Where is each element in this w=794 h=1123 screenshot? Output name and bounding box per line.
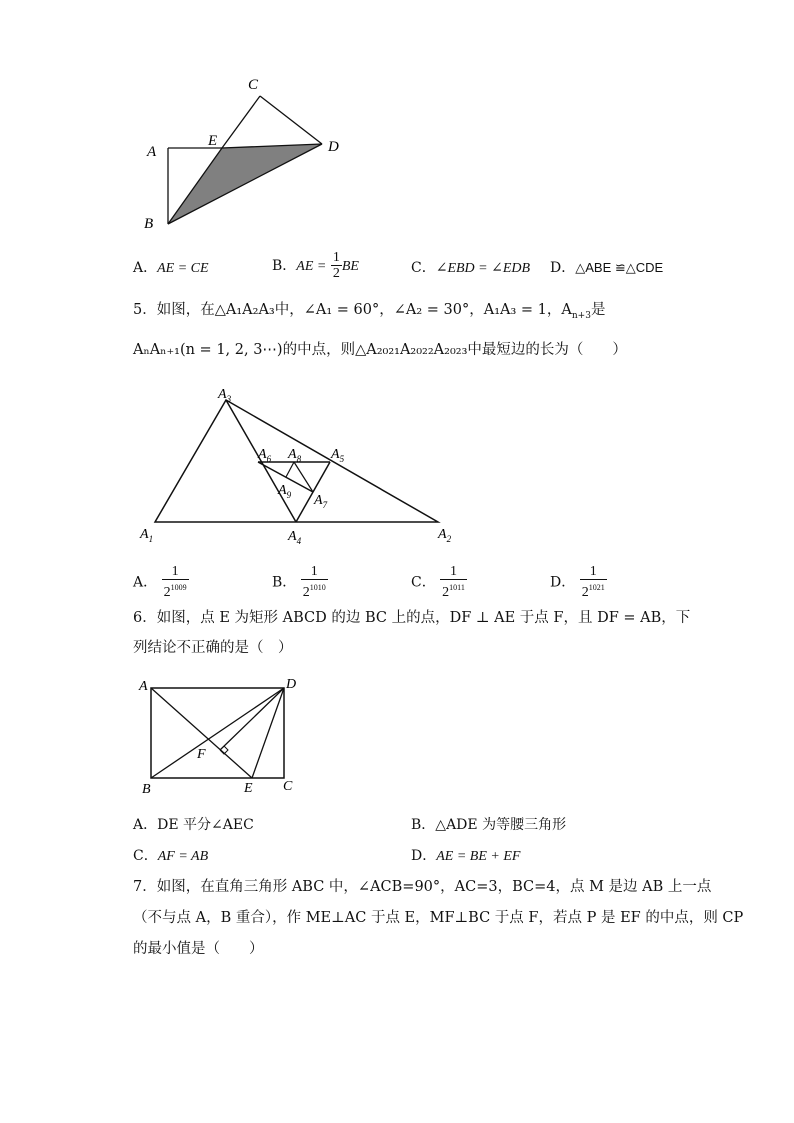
label-a: A [139,679,148,694]
label-f: F [197,747,206,762]
option-expr-left: AE = [296,259,327,274]
fraction: $\frac{1}{2^{1010}}$ [302,564,326,600]
figure-q5 [0,370,480,550]
label-a4: $A_4$ [288,529,302,546]
q6-option-c[interactable]: C．AF = AB [133,848,209,864]
segment-b-d [151,688,284,778]
q7-stem-line2: （不与点 A，B 重合），作 ME⊥AC 于点 E，MF⊥BC 于点 F，若点 P 是 EF 的中点，则 CP [133,910,744,926]
q4-option-d[interactable] [550,258,663,278]
label-b: B [142,782,151,797]
q6-option-d[interactable]: D．AE = BE + EF [411,848,521,864]
segment-e-c [222,96,260,148]
segment-d-f [220,688,284,750]
shaded-triangle-bed [168,144,322,224]
option-expr: △ABE ≌△CDE [575,260,664,275]
label-c: C [248,77,259,93]
fraction: $\frac{1}{2^{1021}}$ [581,564,605,600]
q6-option-b[interactable]: B．△ADE 为等腰三角形 [411,817,567,833]
q6-option-a[interactable]: A．DE 平分∠AEC [133,817,254,833]
q5-stem-line2: AₙAₙ₊₁(n = 1, 2, 3⋯)的中点，则△A₂₀₂₁A₂₀₂₂A₂₀₂₃中最短边的长为（ ） [133,342,627,358]
q7-stem-line1: 7．如图，在直角三角形 ABC 中，∠ACB=90°，AC=3，BC=4，点 M 是边 AB 上一点 [133,879,712,895]
label-d: D [286,677,297,692]
figure-q6 [0,670,320,800]
option-prefix: C． [411,260,436,276]
option-expr: ∠EBD = ∠EDB [435,261,531,276]
q5-stem-line1: 5．如图，在△A₁A₂A₃中，∠A₁ = 60°，∠A₂ = 30°，A₁A₃ = 1，$A_{n+3}$是 [133,302,606,321]
segment-d-e [252,688,284,778]
label-e: E [244,781,253,796]
figure-q4 [0,0,400,240]
fraction: $\frac{1}{2^{1011}}$ [442,564,465,600]
label-a6: $A_6$ [258,447,272,464]
q5-option-b[interactable]: B． $\frac{1}{2^{1010}}$ [272,564,326,600]
label-a8: $A_8$ [288,447,302,464]
label-c: C [283,779,293,794]
label-b: B [144,216,154,232]
label-a9: $A_9$ [278,483,292,500]
q5-option-c[interactable]: C． $\frac{1}{2^{1011}}$ [411,564,465,600]
q6-stem-line1: 6．如图，点 E 为矩形 ABCD 的边 BC 上的点，DF ⊥ AE 于点 F，且 DF = AB，下 [133,610,691,626]
label-d: D [328,139,339,155]
label-a5: $A_5$ [331,447,345,464]
fraction-one-half: $\frac{1}{2}$ [332,250,340,281]
segment-a8-a9 [286,462,294,477]
q7-stem-line3: 的最小值是（ ） [133,941,264,957]
label-a2: $A_2$ [438,527,452,544]
label-a: A [147,144,157,160]
q5-option-d[interactable]: D． $\frac{1}{2^{1021}}$ [550,564,605,600]
option-prefix: A． [133,260,158,276]
q4-option-b[interactable] [272,250,359,282]
label-a7: $A_7$ [314,493,328,510]
label-a3: $A_3$ [218,387,232,404]
option-prefix: B． [272,258,297,274]
fraction: $\frac{1}{2^{1009}}$ [163,564,187,600]
q5-option-a[interactable]: A． $\frac{1}{2^{1009}}$ [133,564,187,600]
option-expr-right: BE [341,259,359,274]
option-expr: AE = CE [157,261,209,276]
segment-c-d [260,96,322,144]
option-prefix: D． [550,260,576,276]
label-e: E [208,133,218,149]
label-a1: $A_1$ [140,527,154,544]
q6-stem-line2: 列结论不正确的是（ ） [133,640,293,656]
q4-option-a[interactable] [133,258,209,279]
q4-option-c[interactable] [411,258,530,279]
